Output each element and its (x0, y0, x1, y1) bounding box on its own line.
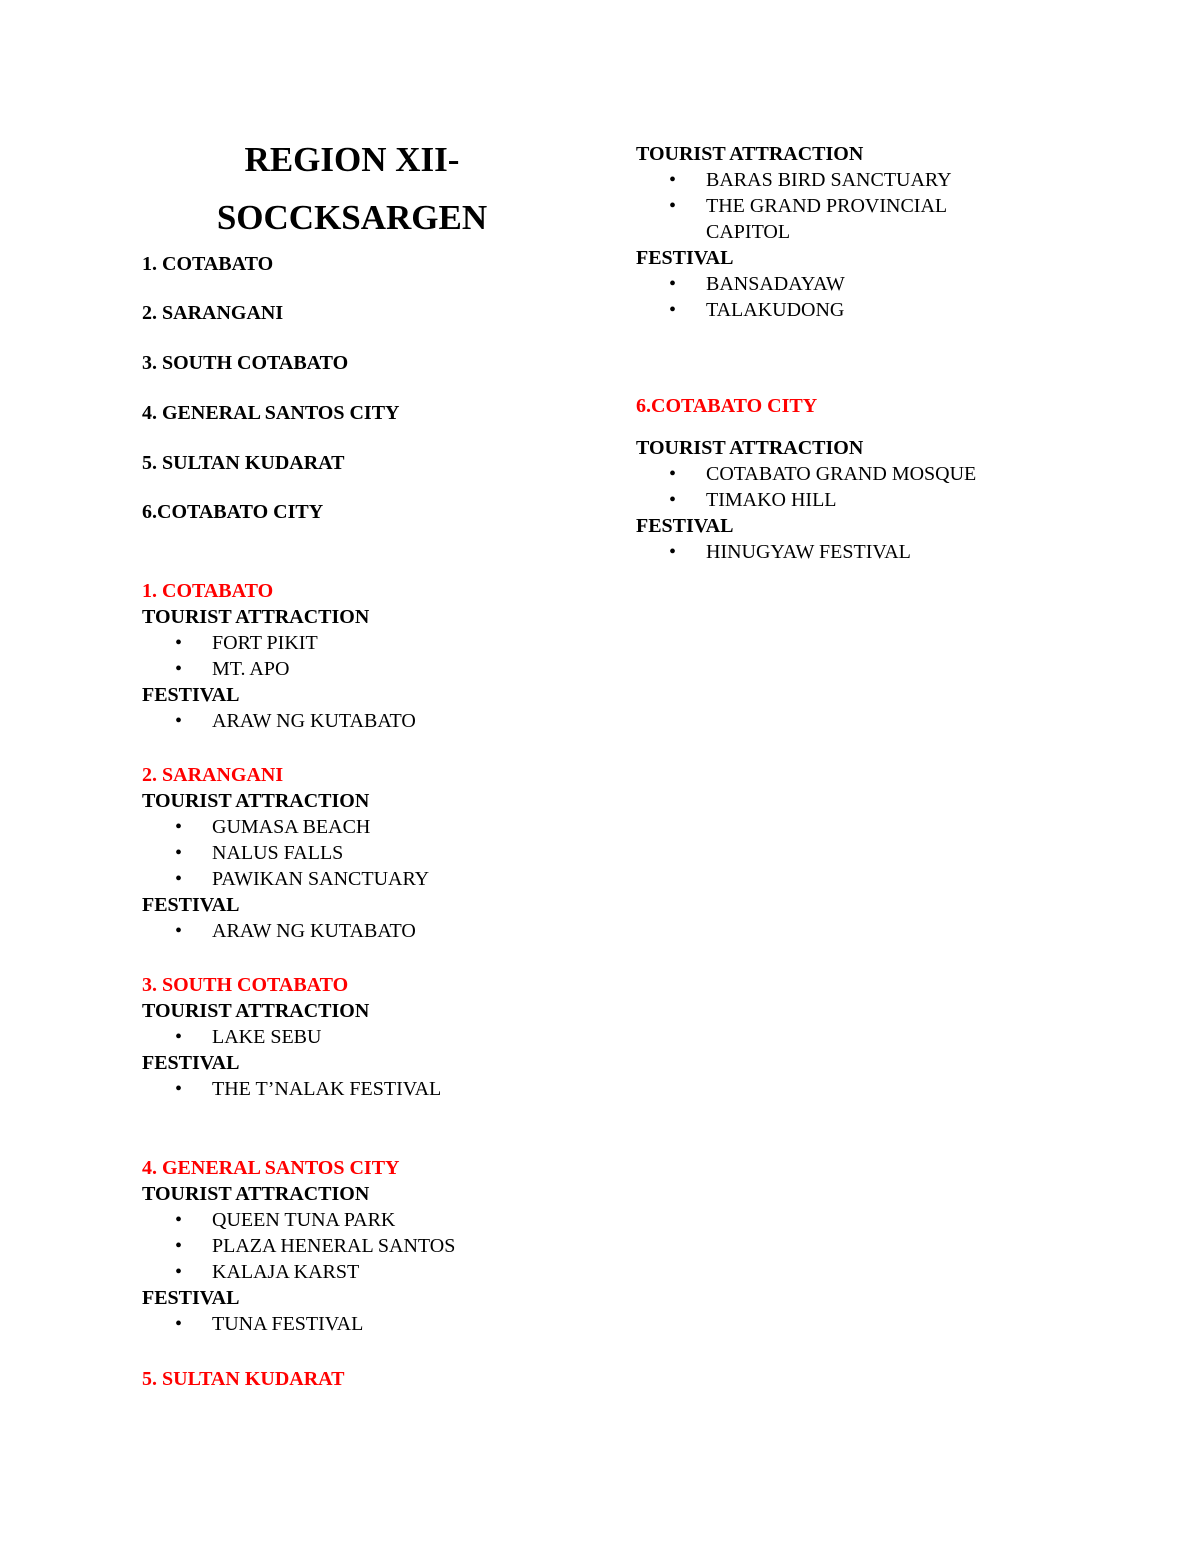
list-item (142, 1233, 572, 1259)
bullet-icon: • (175, 868, 183, 890)
title-line-2: SOCCKSARGEN (216, 198, 488, 237)
toc-item-south-cotabato: 3. SOUTH COTABATO (142, 352, 349, 374)
list-item-text: COTABATO GRAND MOSQUE (706, 463, 977, 485)
toc-item-sarangani: 2. SARANGANI (142, 302, 284, 324)
list-item (142, 1311, 572, 1337)
list-item (142, 656, 572, 682)
list-item (636, 193, 966, 245)
bullet-icon: • (175, 842, 183, 864)
list-item-text: ARAW NG KUTABATO (212, 710, 416, 732)
toc-item-general-santos: 4. GENERAL SANTOS CITY (142, 402, 400, 424)
list-item-text: PLAZA HENERAL SANTOS (212, 1235, 456, 1257)
toc-item-cotabato-city: 6.COTABATO CITY (142, 501, 324, 523)
list-item-text: QUEEN TUNA PARK (212, 1209, 396, 1231)
list-item-text: TIMAKO HILL (706, 489, 837, 511)
festival-list (142, 708, 572, 734)
festival-list (636, 271, 1136, 323)
bullet-icon: • (669, 273, 677, 295)
list-item-text: KALAJA KARST (212, 1261, 360, 1283)
list-item (142, 814, 572, 840)
bullet-icon: • (669, 299, 677, 321)
list-item (142, 866, 572, 892)
attraction-list (636, 167, 1136, 245)
tourist-attraction-label: TOURIST ATTRACTION (636, 143, 864, 165)
list-item (636, 487, 1136, 513)
attraction-list (142, 1207, 572, 1285)
section-heading: 4. GENERAL SANTOS CITY (142, 1157, 400, 1179)
festival-label: FESTIVAL (636, 515, 734, 537)
attraction-list (636, 461, 1136, 513)
list-item-text: BARAS BIRD SANCTUARY (706, 169, 952, 191)
toc-item-sultan-kudarat: 5. SULTAN KUDARAT (142, 452, 345, 474)
list-item-text: GUMASA BEACH (212, 816, 371, 838)
section-heading-cotabato-city: 6.COTABATO CITY (636, 395, 818, 417)
page-title (212, 131, 492, 247)
attraction-list (142, 814, 572, 892)
section-heading: 2. SARANGANI (142, 764, 284, 786)
bullet-icon: • (175, 816, 183, 838)
festival-list (142, 1076, 572, 1102)
bullet-icon: • (175, 1026, 183, 1048)
attraction-list (142, 1024, 572, 1050)
bullet-icon: • (669, 463, 677, 485)
list-item-text: ARAW NG KUTABATO (212, 920, 416, 942)
list-item (142, 1076, 572, 1102)
bullet-icon: • (175, 632, 183, 654)
list-item-text: HINUGYAW FESTIVAL (706, 541, 911, 563)
bullet-icon: • (175, 1209, 183, 1231)
list-item (142, 708, 572, 734)
bullet-icon: • (175, 1235, 183, 1257)
list-item-text: THE T’NALAK FESTIVAL (212, 1078, 442, 1100)
list-item (142, 840, 572, 866)
list-item-text: TALAKUDONG (706, 299, 845, 321)
bullet-icon: • (175, 1261, 183, 1283)
list-item-text: MT. APO (212, 658, 290, 680)
bullet-icon: • (669, 169, 677, 191)
bullet-icon: • (175, 1313, 183, 1335)
list-item-text: PAWIKAN SANCTUARY (212, 868, 430, 890)
bullet-icon: • (175, 920, 183, 942)
list-item (636, 297, 1136, 323)
bullet-icon: • (175, 1078, 183, 1100)
bullet-icon: • (175, 658, 183, 680)
section-cotabato-city (636, 435, 1136, 565)
festival-list (636, 539, 1136, 565)
tourist-attraction-label: TOURIST ATTRACTION (142, 1000, 370, 1022)
list-item (636, 271, 1136, 297)
list-item-text: BANSADAYAW (706, 273, 845, 295)
tourist-attraction-label: TOURIST ATTRACTION (142, 606, 370, 628)
festival-list (142, 918, 572, 944)
bullet-icon: • (175, 710, 183, 732)
bullet-icon: • (669, 195, 677, 217)
list-item (636, 461, 1136, 487)
title-line-1: REGION XII- (244, 140, 460, 179)
section-heading-sultan-kudarat: 5. SULTAN KUDARAT (142, 1368, 345, 1390)
bullet-icon: • (669, 541, 677, 563)
tourist-attraction-label: TOURIST ATTRACTION (636, 437, 864, 459)
section-general-santos (142, 1155, 572, 1337)
section-cotabato (142, 578, 572, 734)
section-sultan-kudarat (636, 141, 1136, 323)
tourist-attraction-label: TOURIST ATTRACTION (142, 790, 370, 812)
list-item (142, 1207, 572, 1233)
list-item (142, 630, 572, 656)
list-item-text: FORT PIKIT (212, 632, 318, 654)
attraction-list (142, 630, 572, 682)
festival-label: FESTIVAL (142, 1287, 240, 1309)
festival-label: FESTIVAL (636, 247, 734, 269)
list-item-text: LAKE SEBU (212, 1026, 322, 1048)
list-item-text: THE GRAND PROVINCIAL CAPITOL (706, 195, 947, 243)
list-item-text: TUNA FESTIVAL (212, 1313, 364, 1335)
festival-label: FESTIVAL (142, 684, 240, 706)
list-item (636, 167, 1136, 193)
list-item (142, 918, 572, 944)
bullet-icon: • (669, 489, 677, 511)
list-item (142, 1024, 572, 1050)
section-heading: 1. COTABATO (142, 580, 274, 602)
section-south-cotabato (142, 972, 572, 1102)
festival-label: FESTIVAL (142, 894, 240, 916)
toc-item-cotabato: 1. COTABATO (142, 253, 274, 275)
list-item-text: NALUS FALLS (212, 842, 344, 864)
festival-list (142, 1311, 572, 1337)
section-sarangani (142, 762, 572, 944)
tourist-attraction-label: TOURIST ATTRACTION (142, 1183, 370, 1205)
list-item (142, 1259, 572, 1285)
list-item (636, 539, 1136, 565)
festival-label: FESTIVAL (142, 1052, 240, 1074)
section-heading: 3. SOUTH COTABATO (142, 974, 349, 996)
